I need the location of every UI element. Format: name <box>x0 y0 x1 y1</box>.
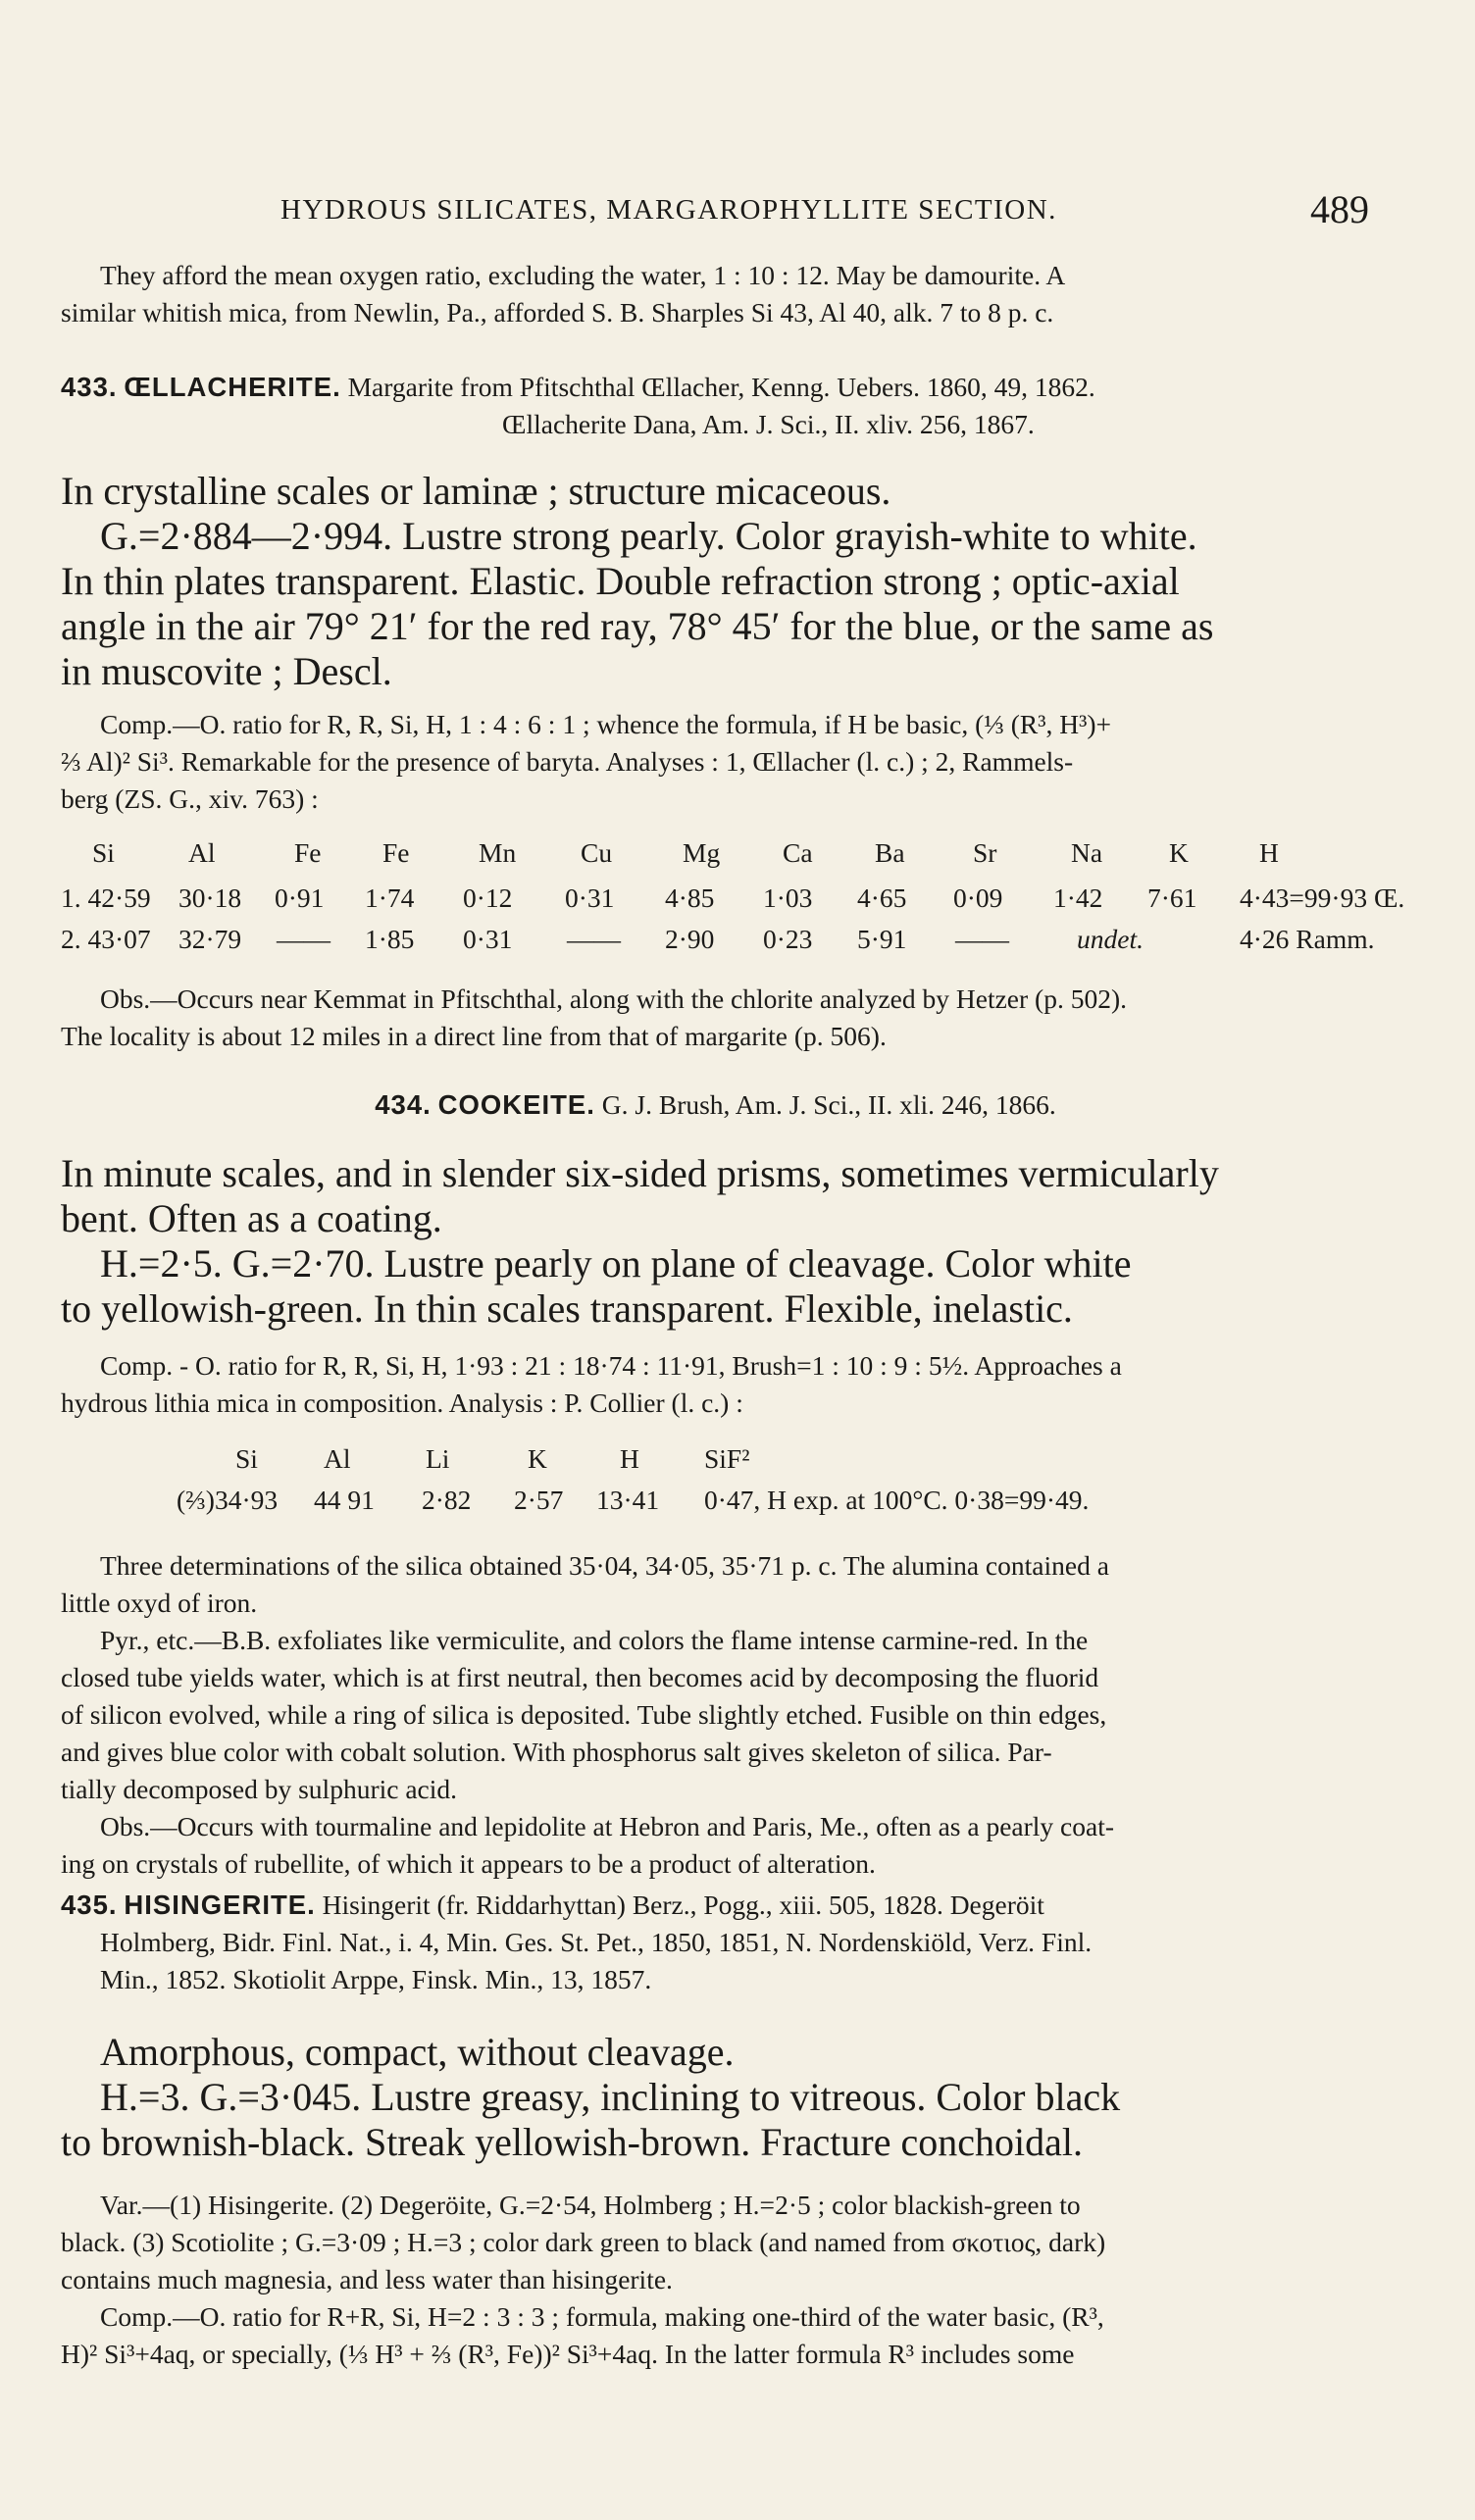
table-cell: Li <box>426 1443 450 1474</box>
note-434-line-3: Pyr., etc.—B.B. exfoliates like vermiculite, and colors the flame intense carmine-red. In the <box>100 1625 1089 1655</box>
table-cell: K <box>1169 837 1189 868</box>
table-cell: 1·42 <box>1053 882 1103 913</box>
table-cell: SiF² <box>704 1443 750 1474</box>
section-433-heading <box>61 369 1370 443</box>
note-434-line-7: tially decomposed by sulphuric acid. <box>61 1774 458 1804</box>
table-cell: 4·26 Ramm. <box>1240 924 1375 954</box>
table-cell: 1·03 <box>763 882 813 913</box>
var-435-line-4: Comp.—O. ratio for R+R, Si, H=2 : 3 : 3 ; formula, making one-third of the water basic, (R³, <box>100 2301 1104 2332</box>
table-cell: 0·31 <box>565 882 615 913</box>
table-433-header-row <box>61 837 1375 879</box>
table-cell: 5·91 <box>857 924 907 954</box>
table-cell: 0·12 <box>463 882 513 913</box>
comp-433-line-1: Comp.—O. ratio for R, R, Si, H, 1 : 4 : 6 : 1 ; whence the formula, if H be basic, (⅓ (R³, H³)+ <box>100 709 1112 739</box>
note-434-line-1: Three determinations of the silica obtained 35·04, 34·05, 35·71 p. c. The alumina contained a <box>100 1550 1109 1581</box>
table-cell: Na <box>1071 837 1103 868</box>
table-cell: 13·41 <box>596 1485 660 1515</box>
table-cell: 0·91 <box>275 882 325 913</box>
note-434-line-6: and gives blue color with cobalt solution. With phosphorus salt gives skeleton of silica. Par- <box>61 1737 1052 1767</box>
desc-433-line-4: angle in the air 79° 21′ for the red ray, 78° 45′ for the blue, or the same as <box>61 604 1214 648</box>
table-cell: Sr <box>973 837 997 868</box>
section-433-composition <box>61 706 1370 818</box>
var-435-line-3: contains much magnesia, and less water than hisingerite. <box>61 2264 673 2294</box>
desc-435-line-1: Amorphous, compact, without cleavage. <box>100 2030 735 2074</box>
table-434-row <box>177 1485 1255 1526</box>
section-435-ref-2: Holmberg, Bidr. Finl. Nat., i. 4, Min. Ges. St. Pet., 1850, 1851, N. Nordenskiöld, Verz. Finl. <box>100 1927 1093 1957</box>
desc-433-line-5: in muscovite ; Descl. <box>61 649 392 693</box>
desc-434-line-1: In minute scales, and in slender six-sided prisms, sometimes vermicularly <box>61 1151 1219 1195</box>
section-434-number: 434. <box>375 1089 432 1120</box>
section-435-ref-3: Min., 1852. Skotiolit Arppe, Finsk. Min., 13, 1857. <box>100 1964 652 1994</box>
note-434-line-5: of silicon evolved, while a ring of silica is deposited. Tube slightly etched. Fusible on thin edges, <box>61 1699 1107 1730</box>
table-cell: 2·90 <box>665 924 715 954</box>
table-cell: —— <box>567 924 621 954</box>
section-435-description <box>61 2030 1370 2165</box>
table-cell: K <box>528 1443 547 1474</box>
table-cell: —— <box>277 924 331 954</box>
section-434-composition <box>61 1347 1370 1422</box>
table-cell: 0·47, H exp. at 100°C. 0·38=99·49. <box>704 1485 1090 1515</box>
comp-433-line-3: berg (ZS. G., xiv. 763) : <box>61 783 319 814</box>
section-434-notes <box>61 1547 1370 1883</box>
table-cell: 2·82 <box>422 1485 472 1515</box>
desc-434-line-2: bent. Often as a coating. <box>61 1196 442 1240</box>
intro-line-1: They afford the mean oxygen ratio, excluding the water, 1 : 10 : 12. May be damourite. A <box>100 260 1066 290</box>
table-cell: 30·18 <box>178 882 242 913</box>
section-435-name: HISINGERITE. <box>124 1890 316 1920</box>
section-433-observations <box>61 981 1370 1055</box>
var-435-line-5: H)² Si³+4aq, or specially, (⅓ H³ + ⅔ (R³, Fe))² Si³+4aq. In the latter formula R³ includes some <box>61 2339 1075 2369</box>
table-433-row-1 <box>61 882 1405 924</box>
table-cell: H <box>620 1443 639 1474</box>
intro-line-2: similar whitish mica, from Newlin, Pa., afforded S. B. Sharples Si 43, Al 40, alk. 7 to 8 p. c. <box>61 297 1054 328</box>
table-cell: 1·85 <box>365 924 415 954</box>
table-cell: 1·74 <box>365 882 415 913</box>
section-435-number: 435. <box>61 1890 118 1920</box>
intro-paragraph <box>61 257 1370 331</box>
section-435-varieties <box>61 2187 1370 2373</box>
table-cell: Si <box>92 837 115 868</box>
table-cell: Si <box>235 1443 258 1474</box>
table-cell: 4·43=99·93 Œ. <box>1240 882 1405 913</box>
section-434-description <box>61 1151 1370 1332</box>
table-cell: 0·23 <box>763 924 813 954</box>
table-cell: H <box>1259 837 1279 868</box>
table-cell: 7·61 <box>1147 882 1197 913</box>
section-433-description <box>61 469 1370 694</box>
note-434-line-9: ing on crystals of rubellite, of which it appears to be a product of alteration. <box>61 1848 876 1879</box>
desc-434-line-3: H.=2·5. G.=2·70. Lustre pearly on plane of cleavage. Color white <box>100 1241 1132 1285</box>
table-cell: 44 91 <box>314 1485 375 1515</box>
section-433-ref2: Œllacherite Dana, Am. J. Sci., II. xliv. 256, 1867. <box>502 409 1035 439</box>
section-435-ref-1: Hisingerit (fr. Riddarhyttan) Berz., Pogg., xiii. 505, 1828. Degeröit <box>322 1890 1044 1920</box>
table-cell: —— <box>955 924 1009 954</box>
comp-434-line-1: Comp. - O. ratio for R, R, Si, H, 1·93 : 21 : 18·74 : 11·91, Brush=1 : 10 : 9 : 5½. Approaches a <box>100 1350 1122 1381</box>
table-cell: 1. 42·59 <box>61 882 151 913</box>
desc-433-line-1: In crystalline scales or laminæ ; structure micaceous. <box>61 469 891 513</box>
table-cell: undet. <box>1077 924 1144 954</box>
desc-435-line-2: H.=3. G.=3·045. Lustre greasy, inclining to vitreous. Color black <box>100 2075 1121 2119</box>
desc-433-line-2: G.=2·884—2·994. Lustre strong pearly. Color grayish-white to white. <box>100 514 1197 558</box>
table-cell: Al <box>324 1443 351 1474</box>
table-cell: Cu <box>581 837 613 868</box>
table-cell: 32·79 <box>178 924 242 954</box>
table-cell: Ca <box>783 837 813 868</box>
section-433-number: 433. <box>61 372 118 402</box>
table-cell: 2. 43·07 <box>61 924 151 954</box>
section-434-name: COOKEITE. <box>437 1089 595 1120</box>
table-cell: 0·09 <box>953 882 1003 913</box>
desc-435-line-3: to brownish-black. Streak yellowish-brown. Fracture conchoidal. <box>61 2120 1083 2164</box>
var-435-line-2: black. (3) Scotiolite ; G.=3·09 ; H.=3 ; color dark green to black (and named from σκοτιος, dark) <box>61 2227 1106 2257</box>
page-number: 489 <box>1310 187 1369 231</box>
section-433-name: ŒLLACHERITE. <box>124 372 341 402</box>
desc-434-line-4: to yellowish-green. In thin scales transparent. Flexible, inelastic. <box>61 1286 1073 1331</box>
table-cell: 4·65 <box>857 882 907 913</box>
obs-433-line-1: Obs.—Occurs near Kemmat in Pfitschthal, along with the chlorite analyzed by Hetzer (p. 502). <box>100 983 1127 1014</box>
table-cell: Mn <box>479 837 517 868</box>
table-cell: Ba <box>875 837 905 868</box>
comp-434-line-2: hydrous lithia mica in composition. Analysis : P. Collier (l. c.) : <box>61 1387 743 1418</box>
header-title: HYDROUS SILICATES, MARGAROPHYLLITE SECTION. <box>280 194 1057 226</box>
table-434-header-row <box>177 1443 1255 1485</box>
table-cell: Mg <box>683 837 721 868</box>
comp-433-line-2: ⅔ Al)² Si³. Remarkable for the presence of baryta. Analyses : 1, Œllacher (l. c.) ; 2, Rammels- <box>61 746 1074 777</box>
table-cell: 2·57 <box>514 1485 564 1515</box>
analysis-table-433 <box>61 837 1405 965</box>
note-434-line-2: little oxyd of iron. <box>61 1588 258 1618</box>
section-435-heading <box>61 1887 1370 1998</box>
section-434-ref: G. J. Brush, Am. J. Sci., II. xli. 246, 1866. <box>601 1089 1056 1120</box>
analysis-table-434 <box>177 1443 1255 1526</box>
running-header <box>280 186 1369 235</box>
section-434-heading <box>61 1086 1370 1124</box>
note-434-line-8: Obs.—Occurs with tourmaline and lepidolite at Hebron and Paris, Me., often as a pearly coat- <box>100 1811 1115 1841</box>
var-435-line-1: Var.—(1) Hisingerite. (2) Degeröite, G.=2·54, Holmberg ; H.=2·5 ; color blackish-green to <box>100 2190 1081 2220</box>
table-cell: 0·31 <box>463 924 513 954</box>
table-cell: Al <box>188 837 216 868</box>
table-cell: 4·85 <box>665 882 715 913</box>
desc-433-line-3: In thin plates transparent. Elastic. Double refraction strong ; optic-axial <box>61 559 1180 603</box>
obs-433-line-2: The locality is about 12 miles in a direct line from that of margarite (p. 506). <box>61 1021 887 1051</box>
table-cell: (⅔)34·93 <box>177 1485 279 1515</box>
note-434-line-4: closed tube yields water, which is at first neutral, then becomes acid by decomposing the fluorid <box>61 1662 1099 1692</box>
section-433-ref1: Margarite from Pfitschthal Œllacher, Kenng. Uebers. 1860, 49, 1862. <box>347 372 1095 402</box>
table-cell: Fe <box>294 837 322 868</box>
table-433-row-2 <box>61 924 1375 965</box>
table-cell: Fe <box>382 837 410 868</box>
